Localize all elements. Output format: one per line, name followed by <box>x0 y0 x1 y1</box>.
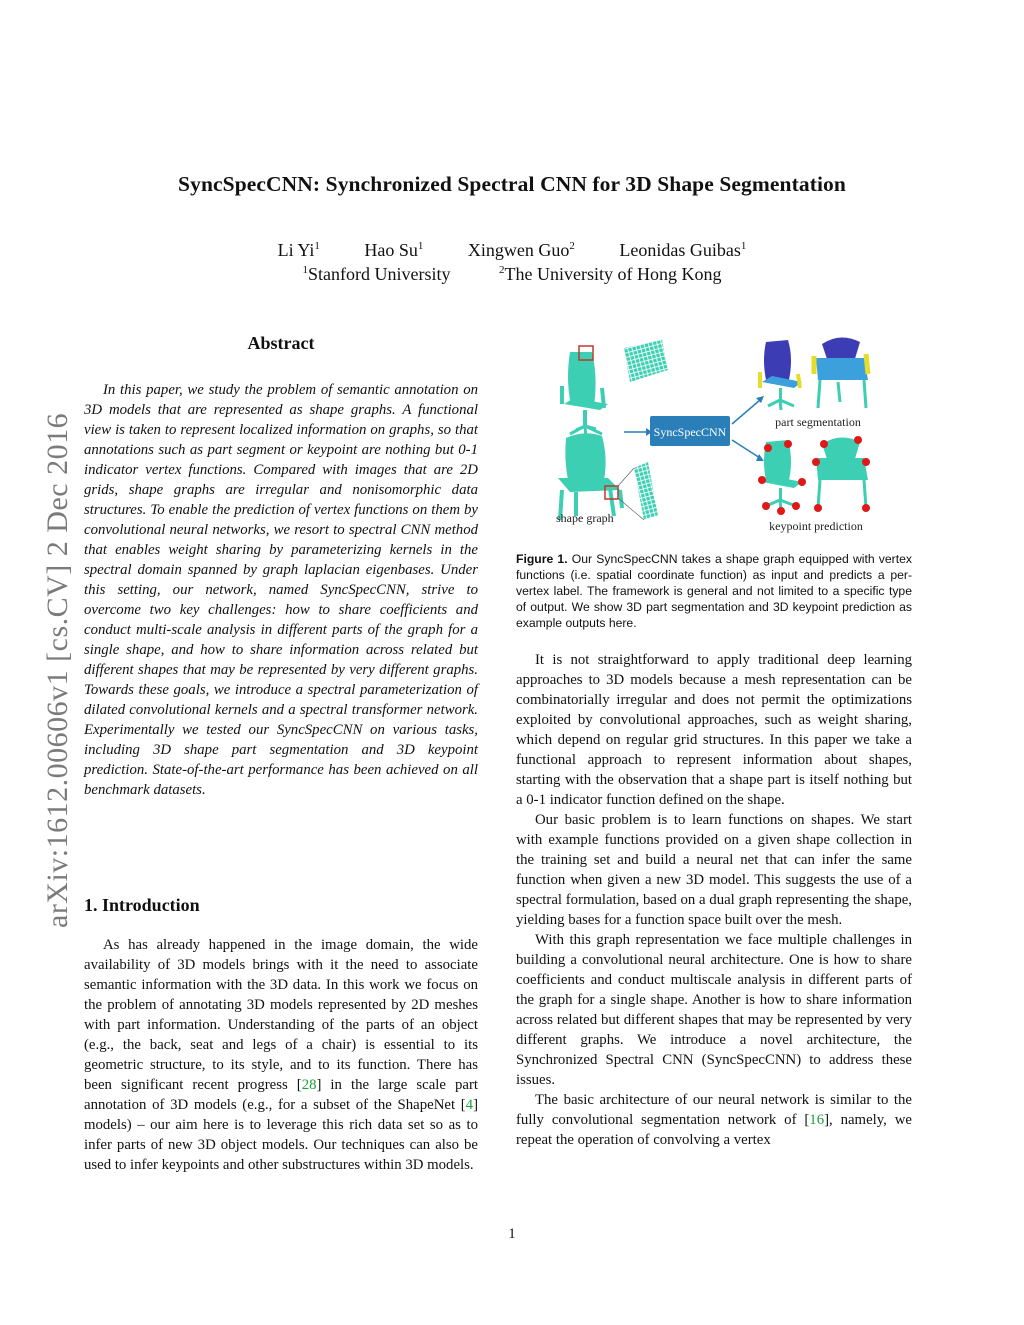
part-segmentation-office-chair <box>760 340 802 410</box>
paragraph: With this graph representation we face multiple challenges in building a convolutional neural architecture. One is how to share coefficients and conduct multiscale analysis in different parts of the graph for a single shape. Another is how to share information across related but different shapes that may be represented by very different graphs. We introduce a novel architecture, the Synchronized Spectral CNN (SyncSpecCNN) to address these issues. <box>516 932 912 1088</box>
paragraph: The basic architecture of our neural network is similar to the fully convolutional segmentation network of [16], namely, we repeat the operation of convolving a vertex <box>516 1092 912 1148</box>
abstract-text: In this paper, we study the problem of semantic annotation on 3D models that are represented as shape graphs. A functional view is taken to represent localized information on graphs, so that annotations such as part segment or keypoint are nothing but 0-1 indicator vertex functions. Compared with images that are 2D grids, shape graphs are irregular and nonisomorphic data structures. To enable the prediction of vertex functions on them by convolutional neural networks, we resort to spectral CNN method that enables weight sharing by parameterizing kernels in the spectral domain spanned by graph laplacian eigenbases. Under this setting, our network, named SyncSpecCNN, strive to overcome two key challenges: how to share coefficients and conduct multi-scale analysis in different parts of the graph for a single shape, and how to share information across related but different shapes that may be represented by very different graphs. Towards these goals, we introduce a spectral parameterization of dilated convolutional kernels and a spectral transformer network. Experimentally we tested our SyncSpecCNN on various tasks, including 3D shape part segmentation and 3D keypoint prediction. State-of-the-art performance has been achieved on all benchmark datasets. <box>84 382 478 798</box>
page-number: 1 <box>508 1226 516 1242</box>
input-office-chair <box>562 346 608 438</box>
label-part-segmentation: part segmentation <box>775 415 861 429</box>
author: Li Yi$^1$ <box>277 240 320 260</box>
author-list <box>0 240 1024 261</box>
figure-caption: Figure 1. Our SyncSpecCNN takes a shape graph equipped with vertex functions (i.e. spatial coordinate function) as input and predicts a per-vertex label. The framework is general and not limited to a specific type of output. We show 3D part segmentation and 3D keypoint prediction as example outputs here. <box>516 552 912 630</box>
citation-link[interactable]: 28 <box>301 1077 317 1093</box>
mesh-zoom-patch <box>634 462 658 520</box>
abstract-heading: Abstract <box>247 333 315 353</box>
affiliation-list <box>0 264 1024 285</box>
network-box-label: SyncSpecCNN <box>653 425 727 439</box>
citation-link[interactable]: 16 <box>809 1112 825 1128</box>
paragraph: Our basic problem is to learn functions on shapes. We start with example functions provided on a given shape collection in the training set and build a neural net that can infer the same function when given a new 3D model. This suggests the use of a spectral formulation, based on a dual graph representing the shape, yielding bases for a function space built over the mesh. <box>516 812 912 928</box>
introduction-paragraph: As has already happened in the image domain, the wide availability of 3D models brings with it the need to associate semantic information with the 3D data. In this work we focus on the problem of annotating 3D models represented by 2D meshes with part information. Understanding of the parts of an object (e.g., the back, seat and legs of a chair) is essential to its geometric structure, to its style, and to its function. There has been significant recent progress [28] in the large scale part annotation of 3D models (e.g., for a subset of the ShapeNet [4] models) – our aim here is to leverage this rich data set so as to infer parts of new 3D object models. Our techniques can also be used to infer keypoints and other substructures within 3D models. <box>84 937 478 1173</box>
author: Leonidas Guibas$^1$ <box>619 240 747 260</box>
arrow-icon <box>732 400 760 424</box>
label-shape-graph: shape graph <box>556 511 614 525</box>
mesh-zoom-patch <box>624 340 668 382</box>
keypoint-office-chair <box>758 440 806 515</box>
part-segmentation-armchair <box>814 337 868 408</box>
arrow-icon <box>732 440 760 458</box>
right-column-text <box>516 650 912 1150</box>
citation-link[interactable]: 4 <box>465 1097 474 1113</box>
paper-title: SyncSpecCNN: Synchronized Spectral CNN for 3D Shape Segmentation <box>178 172 846 196</box>
affiliation: $^1$Stanford University <box>302 264 451 284</box>
section-heading-introduction: 1. Introduction <box>84 895 200 915</box>
label-keypoint-prediction: keypoint prediction <box>769 519 863 533</box>
paragraph: It is not straightforward to apply traditional deep learning approaches to 3D models because a mesh representation can be combinatorially irregular and does not permit the optimizations exploited by convolutional approaches, such as weight sharing, which depend on regular grid structures. In this paper we take a functional approach to represent information about shapes, starting with the observation that a shape part is itself nothing but a 0-1 indicator function defined on the shape. <box>516 652 912 808</box>
keypoint-armchair <box>812 436 870 512</box>
affiliation: $^2$The University of Hong Kong <box>499 264 722 284</box>
input-four-leg-chair <box>558 433 622 520</box>
arxiv-stamp: arXiv:1612.00606v1 [cs.CV] 2 Dec 2016 <box>41 412 74 928</box>
figure-1 <box>548 330 928 540</box>
author: Hao Su$^1$ <box>364 240 424 260</box>
author: Xingwen Guo$^2$ <box>467 240 575 260</box>
